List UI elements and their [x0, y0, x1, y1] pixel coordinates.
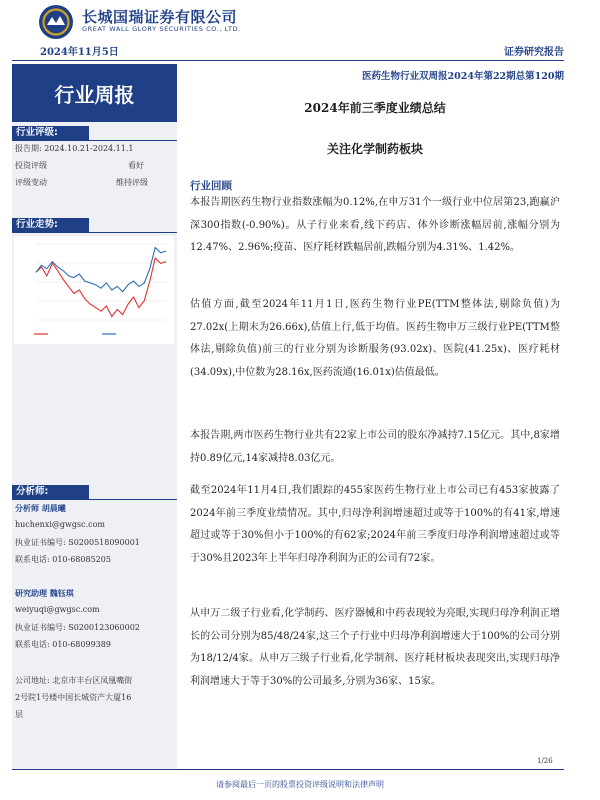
invest-value: 看好 — [128, 161, 144, 170]
analyst1-role: 分析师 — [15, 503, 39, 513]
trend-section-label: 行业走势: — [12, 218, 89, 232]
report-type: 证券研究报告 — [504, 47, 564, 58]
industry-trend-chart — [14, 236, 174, 344]
footer-divider — [12, 769, 564, 770]
paragraph-index-performance: 本报告期医药生物行业指数涨幅为0.12%,在申万31个一级行业中位居第23,跑赢沪深300指数(-0.90%)。从子行业来看,线下药店、体外诊断涨幅居前,涨幅分别为12.47%、2.96%;疫苗、医疗耗材跌幅居前,跌幅分别为4.31%、1.42%。 — [190, 197, 560, 253]
analyst1-cert: 执业证书编号: S0200518090001 — [15, 538, 140, 547]
analyst2-phone: 联系电话: 010-68099389 — [15, 640, 111, 649]
rating-divider — [12, 140, 177, 141]
analyst2-name: 魏钰琪 — [49, 588, 74, 598]
report-date: 2024年11月5日 — [40, 47, 119, 58]
issue-subtitle: 医药生物行业双周报2024年第22期总第120期 — [362, 71, 564, 82]
rating-section-label: 行业评级: — [12, 126, 89, 140]
address-line-1: 公司地址: 北京市丰台区凤凰嘴街 — [15, 676, 133, 685]
analyst2-cert: 执业证书编号: S0200123060002 — [15, 623, 140, 632]
report-subtitle: 关注化学制药板块 — [326, 142, 423, 156]
section-heading-review: 行业回顾 — [190, 180, 232, 192]
header-divider — [12, 60, 564, 61]
company-name-en: GREAT WALL GLORY SECURITIES CO., LTD. — [82, 25, 241, 33]
invest-label: 投资评级 — [15, 161, 47, 170]
rating-change-label: 评级变动 — [15, 178, 47, 187]
company-logo-icon — [38, 4, 74, 40]
paragraph-shareholder-changes: 本报告期,两市医药生物行业共有22家上市公司的股东净减持7.15亿元。其中,8家增持0.89亿元,14家减持8.03亿元。 — [190, 430, 560, 464]
rating-change-value: 维持评级 — [116, 178, 148, 187]
period-row — [15, 143, 133, 154]
analyst1-phone: 联系电话: 010-68085205 — [15, 555, 111, 564]
period-label: 报告期: — [15, 144, 42, 153]
chart-background — [14, 236, 174, 344]
report-title: 2024年前三季度业绩总结 — [304, 101, 446, 115]
trend-divider — [12, 232, 177, 233]
company-name-cn: 长城国瑞证券有限公司 — [82, 8, 238, 26]
paragraph-sub-industry: 从申万二级子行业看,化学制药、医疗器械和中药表现较为亮眼,实现归母净利润正增长的公司分别为85/48/24家,这三个子行业中归母净利润增速大于100%的公司分别为18/12/4家。从申万三级子行业看,化学制剂、医疗耗材板块表现突出,实现归母净利润增速大于等于30%的公司最多,分别为36家、15家。 — [190, 608, 560, 687]
analyst-divider — [12, 499, 177, 500]
analyst1-email[interactable]: huchenxi@gwgsc.com — [15, 520, 105, 529]
analyst2-email[interactable]: weiyuqi@gwgsc.com — [15, 605, 100, 614]
page-number: 1/26 — [537, 757, 553, 765]
address-line-3: 层 — [15, 710, 23, 719]
period-value: 2024.10.21-2024.11.1 — [44, 144, 134, 153]
sidebar-heading: 行业周报 — [12, 64, 177, 122]
analyst1-row — [15, 503, 66, 514]
paragraph-valuation: 估值方面,截至2024年11月1日,医药生物行业PE(TTM整体法,剔除负值)为27.02x(上期末为26.66x),估值上行,低于均值。医药生物申万三级行业PE(TTM整体法,剔除负值)前三的行业分别为诊断服务(93.02x)、医院(41.25x)、医疗耗材(34.09x),中位数为28.16x,医药流通(16.01x)估值最低。 — [190, 299, 560, 378]
analyst-section-label: 分析师: — [12, 485, 89, 499]
paragraph-q3-results: 截至2024年11月4日,我们跟踪的455家医药生物行业上市公司已有453家披露了2024年前三季度业绩情况。其中,归母净利润增速超过或等于100%的有41家,增速超过或等于30%但小于100%的有62家;2024年前三季度归母净利润增速超过或等于30%且2023年上半年归母净利润为正的公司有72家。 — [190, 485, 560, 564]
analyst1-name: 胡晨曦 — [41, 503, 66, 513]
analyst2-role: 研究助理 — [15, 588, 47, 598]
address-line-2: 2号院1号楼中国长城资产大厦16 — [15, 693, 132, 702]
analyst2-row — [15, 588, 74, 599]
footer-disclaimer: 请参阅最后一页的股票投资评级说明和法律声明 — [216, 780, 384, 789]
